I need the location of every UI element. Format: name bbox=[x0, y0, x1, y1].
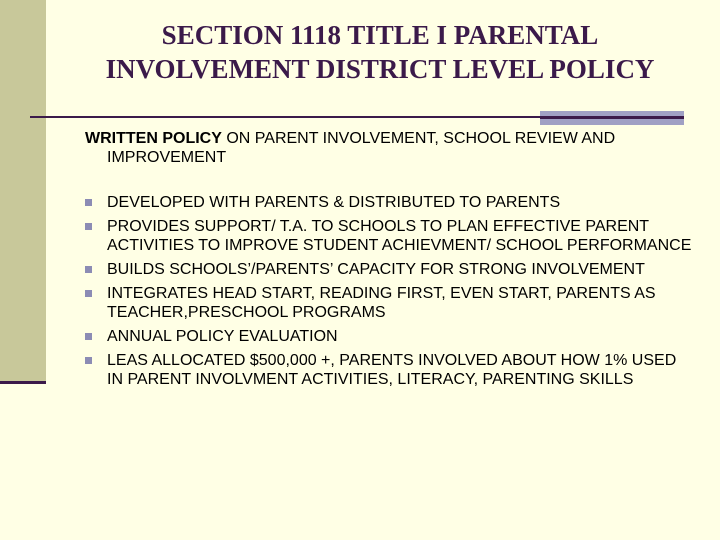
bullet-text: LEAS ALLOCATED $500,000 +, PARENTS INVOLVED ABOUT HOW 1% USED IN PARENT INVOLVMENT ACTIVITIES, LITERACY, PARENTING SKILLS bbox=[107, 352, 677, 388]
bullet-item bbox=[85, 260, 695, 279]
left-decorative-band bbox=[0, 0, 46, 384]
bullet-text: INTEGRATES HEAD START, READING FIRST, EVEN START, PARENTS AS TEACHER,PRESCHOOL PROGRAMS bbox=[107, 285, 656, 321]
bullet-text: DEVELOPED WITH PARENTS & DISTRIBUTED TO PARENTS bbox=[107, 194, 561, 211]
square-bullet-icon bbox=[85, 290, 92, 297]
title-divider-accent-line bbox=[540, 116, 684, 119]
bullet-item bbox=[85, 217, 695, 255]
square-bullet-icon bbox=[85, 266, 92, 273]
square-bullet-icon bbox=[85, 223, 92, 230]
slide-body bbox=[85, 129, 695, 394]
bullet-item bbox=[85, 193, 695, 212]
bullet-text: PROVIDES SUPPORT/ T.A. TO SCHOOLS TO PLAN EFFECTIVE PARENT ACTIVITIES TO IMPROVE STUDENT ACHIEVMENT/ SCHOOL PERFORMANCE bbox=[107, 218, 692, 254]
square-bullet-icon bbox=[85, 333, 92, 340]
square-bullet-icon bbox=[85, 199, 92, 206]
bullet-list bbox=[85, 193, 695, 389]
slide-title: SECTION 1118 TITLE I PARENTAL INVOLVEMENT DISTRICT LEVEL POLICY bbox=[105, 20, 655, 84]
intro-paragraph bbox=[85, 129, 695, 167]
bullet-text: BUILDS SCHOOLS’/PARENTS’ CAPACITY FOR STRONG INVOLVEMENT bbox=[107, 261, 645, 278]
intro-text: ON PARENT INVOLVEMENT, SCHOOL REVIEW AND IMPROVEMENT bbox=[107, 130, 616, 166]
square-bullet-icon bbox=[85, 357, 92, 364]
bullet-item bbox=[85, 327, 695, 346]
left-band-underline bbox=[0, 381, 46, 384]
bullet-text: ANNUAL POLICY EVALUATION bbox=[107, 328, 338, 345]
bullet-item bbox=[85, 351, 695, 389]
intro-bold-lead: WRITTEN POLICY bbox=[85, 130, 222, 147]
title-divider bbox=[30, 116, 540, 118]
bullet-item bbox=[85, 284, 695, 322]
